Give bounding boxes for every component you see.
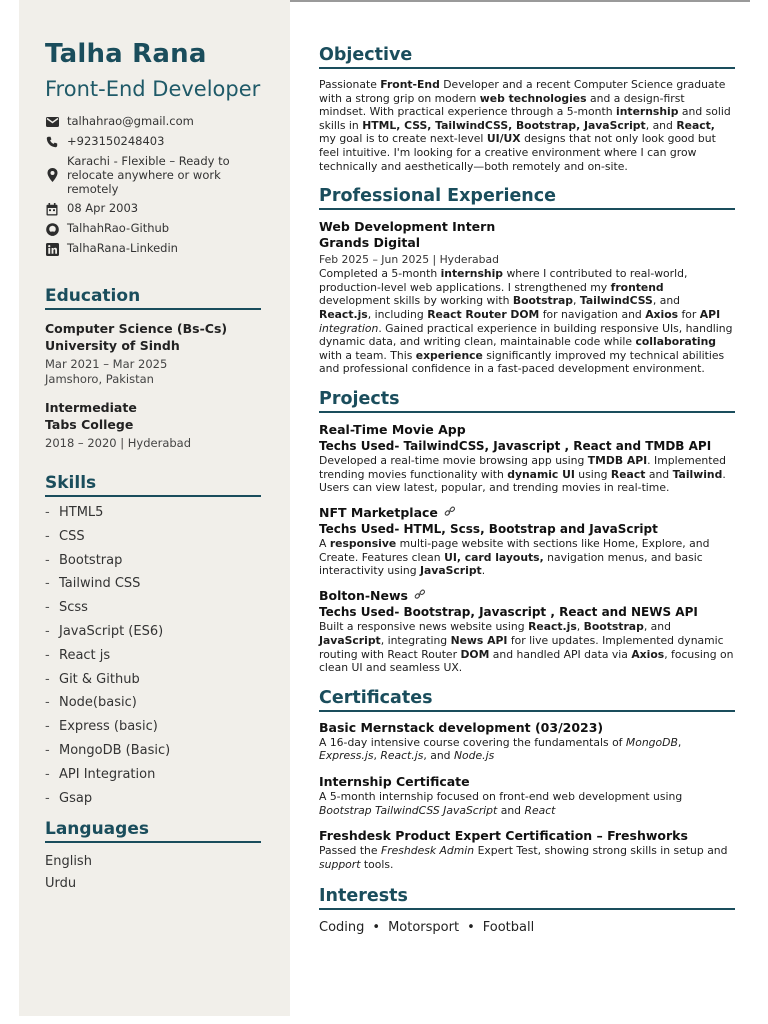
text-run: Passionate	[319, 78, 381, 91]
emphasis-text: React Router DOM	[427, 307, 540, 321]
certificate-entry	[319, 774, 735, 817]
certificate-title: Basic Mernstack development (03/2023)	[319, 719, 604, 735]
project-description	[319, 620, 735, 674]
emphasis-text: Tailwind	[672, 467, 723, 481]
bullet-dash: -	[45, 600, 50, 616]
project-entry	[319, 422, 735, 495]
contact-location	[45, 154, 264, 196]
skills-heading: Skills	[45, 473, 261, 497]
skill-item	[45, 624, 264, 640]
skill-label: HTML5	[59, 505, 104, 520]
text-run: designs that not only look good but feel intuitive. I'm looking for a creative environment where I can grow technically and aesthetically—both remotely and on-site.	[319, 132, 716, 173]
skill-item	[45, 576, 264, 592]
interests-list	[319, 920, 735, 935]
bullet-dash: -	[45, 576, 50, 592]
skill-label: JavaScript (ES6)	[59, 623, 164, 639]
bullet-dash: -	[45, 647, 50, 663]
text-run: for	[678, 307, 700, 321]
text-run: development skills by working with	[319, 294, 513, 308]
interests-heading: Interests	[319, 885, 735, 910]
education-dates: 2018 – 2020 | Hyderabad	[45, 436, 192, 450]
project-title-text: Bolton-News	[319, 587, 408, 603]
emphasis-text: collaborating	[635, 335, 717, 349]
calendar-icon	[45, 202, 59, 216]
projects-list	[319, 422, 735, 675]
contact-linkedin[interactable]	[45, 241, 264, 256]
language-item: Urdu	[45, 875, 77, 891]
text-run: Passed the	[319, 844, 381, 858]
text-run: .	[481, 564, 486, 578]
text-run: . Implemented trending movies functionality with	[319, 453, 726, 481]
italic-text: Freshdesk Admin	[380, 844, 475, 858]
skill-label: CSS	[59, 528, 85, 544]
text-run: and a design-first mindset. With practical experience through a 5-month	[319, 91, 685, 119]
text-run: . Users can view latest, popular, and trending movies in real-time.	[319, 467, 726, 495]
emphasis-text: Axios	[631, 647, 665, 661]
text-run: , integrating	[380, 634, 451, 648]
candidate-name: Talha Rana	[45, 39, 207, 69]
project-techs: Techs Used- Bootstrap, Javascript , React and NEWS API	[319, 605, 698, 620]
contact-email[interactable]	[45, 114, 264, 129]
emphasis-text: frontend	[610, 280, 664, 294]
text-run: Developed a real-time movie browsing app using	[319, 453, 588, 467]
emphasis-text: React	[610, 467, 646, 481]
emphasis-text: UI/UX	[486, 132, 521, 146]
emphasis-text: dynamic UI	[507, 467, 575, 481]
email-icon	[45, 115, 59, 129]
skill-label: MongoDB (Basic)	[59, 742, 171, 758]
skill-label: Scss	[59, 600, 88, 616]
emphasis-text: React.js	[528, 620, 577, 634]
text-run: Developer and a recent Computer Science graduate with a strong grip on modern	[319, 78, 726, 105]
interest-item: Coding	[319, 920, 365, 936]
bullet-dash: -	[45, 671, 50, 687]
skill-label: Node(basic)	[59, 695, 137, 711]
languages-list	[45, 851, 264, 895]
certificate-entry	[319, 720, 735, 763]
italic-text: React.js	[380, 749, 424, 763]
bullet-dash: -	[45, 552, 50, 568]
bullet-dot: •	[467, 920, 475, 936]
experience-description	[319, 267, 735, 376]
italic-text: React	[524, 803, 556, 817]
text-run: Expert Test, showing strong skills in setup and	[474, 844, 728, 858]
skill-item	[45, 672, 264, 688]
text-run: ,	[573, 294, 580, 308]
emphasis-text: experience	[415, 348, 483, 362]
emphasis-text: responsive	[329, 537, 397, 551]
phone-icon	[45, 135, 59, 149]
text-run: significantly improved my technical abilities and professional confidence in a fast-paced development environment.	[319, 348, 725, 376]
contact-birthdate-text: 08 Apr 2003	[67, 201, 139, 215]
bullet-dot: •	[372, 920, 381, 936]
text-run: and handled API data via	[489, 647, 632, 661]
sidebar	[19, 0, 290, 1016]
emphasis-text: Bootstrap	[583, 620, 644, 634]
emphasis-text: React,	[676, 118, 715, 132]
contact-phone[interactable]	[45, 134, 264, 149]
education-school: University of Sindh	[45, 338, 180, 353]
text-run: ,	[373, 749, 381, 763]
certificates-heading: Certificates	[319, 687, 735, 712]
interest-item: Motorsport	[388, 920, 460, 936]
contact-location-text: Karachi - Flexible – Ready to relocate anywhere or work remotely	[67, 154, 230, 196]
contact-list	[45, 114, 264, 256]
bullet-dash: -	[45, 505, 50, 520]
project-techs: Techs Used- TailwindCSS, Javascript , React and TMDB API	[319, 438, 712, 453]
text-run: , focusing on clean UI and seamless UX.	[319, 647, 734, 675]
education-school: Tabs College	[45, 417, 134, 432]
certificates-list	[319, 720, 735, 872]
education-dates: Mar 2021 – Mar 2025	[45, 357, 168, 371]
italic-text: Express.js	[319, 749, 374, 763]
text-run: tools.	[360, 857, 394, 871]
emphasis-text: News API	[450, 634, 508, 648]
main-content	[319, 44, 735, 935]
emphasis-text: TailwindCSS	[579, 294, 653, 308]
italic-text: Bootstrap TailwindCSS JavaScript	[319, 803, 498, 817]
languages-heading: Languages	[45, 819, 261, 843]
project-title	[319, 505, 735, 522]
emphasis-text: JavaScript	[319, 634, 381, 648]
text-run: multi-page website with sections like Home, Explore, and Create. Features clean	[319, 537, 710, 564]
bullet-dash: -	[45, 695, 50, 711]
emphasis-text: Bootstrap	[512, 294, 574, 308]
bullet-dash: -	[45, 742, 50, 758]
certificate-description	[319, 790, 735, 817]
skill-item	[45, 600, 264, 616]
bullet-dash: -	[45, 766, 50, 782]
education-entry	[45, 320, 264, 387]
project-entry	[319, 505, 735, 578]
text-run: with a team. This	[319, 348, 416, 362]
github-icon	[45, 222, 59, 236]
bullet-dash: -	[45, 623, 50, 639]
text-run: navigation menus, and basic interactivity using	[319, 550, 703, 578]
objective-text	[319, 78, 735, 173]
contact-birthdate	[45, 201, 264, 216]
contact-phone-text: +923150248403	[67, 134, 165, 148]
text-run: my goal is to create next-level	[319, 132, 487, 146]
skill-label: Bootstrap	[59, 552, 123, 568]
interest-item: Football	[482, 920, 535, 936]
skill-item	[45, 553, 264, 569]
italic-text: support	[319, 857, 361, 871]
project-title-text: NFT Marketplace	[319, 504, 438, 520]
link-icon[interactable]	[414, 588, 425, 604]
skill-label: API Integration	[59, 766, 156, 782]
skill-label: React js	[59, 647, 111, 663]
contact-github-text: TalhahRao-Github	[67, 221, 170, 235]
emphasis-text: Front-End	[380, 78, 440, 91]
skill-item	[45, 791, 264, 807]
project-techs: Techs Used- HTML, Scss, Bootstrap and JavaScript	[319, 522, 658, 537]
contact-linkedin-text: TalhaRana-Linkedin	[67, 241, 178, 255]
location-pin-icon	[45, 168, 59, 182]
skill-label: Tailwind CSS	[59, 576, 141, 592]
text-run: A 16-day intensive course covering the fundamentals of	[319, 735, 626, 749]
emphasis-text: web technologies	[479, 91, 587, 105]
skill-item	[45, 505, 264, 521]
experience-entry	[319, 219, 735, 376]
emphasis-text: TMDB API	[587, 453, 648, 467]
certificate-title: Internship Certificate	[319, 774, 470, 790]
skills-list	[45, 505, 264, 807]
objective-heading: Objective	[319, 44, 735, 69]
text-run: Completed a 5-month	[319, 267, 441, 281]
text-run: . Gained practical experience in building responsive UIs, handling dynamic data, and writing clean, maintainable code while	[319, 321, 733, 349]
emphasis-text: UI, card layouts,	[444, 550, 544, 564]
project-title	[319, 588, 735, 605]
emphasis-text: API	[699, 307, 721, 321]
text-run: where I contributed to real-world, production-level web applications. I strengthened my	[319, 267, 688, 294]
project-description	[319, 537, 735, 578]
text-run: , including	[367, 307, 428, 321]
experience-dates: Feb 2025 – Jun 2025 | Hyderabad	[319, 253, 499, 267]
text-run: Built a responsive news website using	[319, 620, 529, 634]
candidate-role: Front-End Developer	[45, 77, 261, 101]
projects-heading: Projects	[319, 388, 735, 413]
bullet-dash: -	[45, 790, 50, 806]
text-run: , and	[423, 749, 454, 763]
text-run: , and	[645, 118, 677, 132]
emphasis-text: React.js	[319, 307, 368, 321]
text-run: using	[574, 467, 611, 481]
language-item: English	[45, 853, 92, 869]
skill-label: Git & Github	[59, 671, 140, 687]
experience-title: Web Development Intern	[319, 219, 496, 235]
skill-item	[45, 695, 264, 711]
bullet-dash: -	[45, 528, 50, 544]
education-heading: Education	[45, 286, 261, 310]
text-run: ,	[677, 735, 682, 749]
emphasis-text: DOM	[460, 647, 490, 661]
experience-heading: Professional Experience	[319, 185, 735, 210]
text-run: A	[319, 537, 330, 551]
skill-label: Express (basic)	[59, 719, 158, 735]
skill-item	[45, 529, 264, 545]
experience-company: Grands Digital	[319, 235, 421, 251]
certificate-description	[319, 844, 735, 871]
link-icon[interactable]	[444, 505, 455, 521]
italic-text: integration	[319, 321, 379, 335]
text-run: for live updates. Implemented dynamic routing with React Router	[319, 634, 724, 661]
contact-email-text: talhahrao@gmail.com	[67, 114, 194, 128]
education-entry	[45, 399, 264, 451]
text-run: and	[645, 467, 673, 481]
bullet-dash: -	[45, 719, 50, 735]
text-run: , and	[652, 294, 681, 308]
emphasis-text: Axios	[645, 307, 679, 321]
italic-text: Node.js	[453, 749, 495, 763]
project-title-text: Real-Time Movie App	[319, 421, 466, 437]
project-title	[319, 422, 735, 438]
contact-github[interactable]	[45, 221, 264, 236]
skill-item	[45, 767, 264, 783]
emphasis-text: JavaScript	[419, 564, 482, 578]
project-description	[319, 454, 735, 495]
italic-text: MongoDB	[625, 735, 678, 749]
text-run: A 5-month internship focused on front-end web development using	[319, 790, 683, 804]
skill-item	[45, 719, 264, 735]
skill-item	[45, 648, 264, 664]
top-divider	[290, 0, 750, 2]
emphasis-text: internship	[440, 267, 504, 281]
text-run: for navigation and	[539, 307, 646, 321]
education-place: Jamshoro, Pakistan	[45, 372, 154, 386]
skill-label: Gsap	[59, 790, 93, 806]
text-run: and	[497, 803, 525, 817]
education-degree: Computer Science (Bs-Cs)	[45, 321, 228, 336]
certificate-entry	[319, 828, 735, 871]
education-degree: Intermediate	[45, 400, 137, 415]
text-run: and solid skills in	[319, 105, 731, 132]
text-run: , and	[643, 620, 671, 634]
text-run: ,	[576, 620, 584, 634]
project-entry	[319, 588, 735, 675]
linkedin-icon	[45, 242, 59, 256]
certificate-title: Freshdesk Product Expert Certification – Freshworks	[319, 828, 688, 844]
emphasis-text: internship	[616, 105, 679, 119]
emphasis-text: HTML, CSS, TailwindCSS, Bootstrap, JavaScript	[362, 118, 646, 132]
certificate-description	[319, 736, 735, 763]
skill-item	[45, 743, 264, 759]
